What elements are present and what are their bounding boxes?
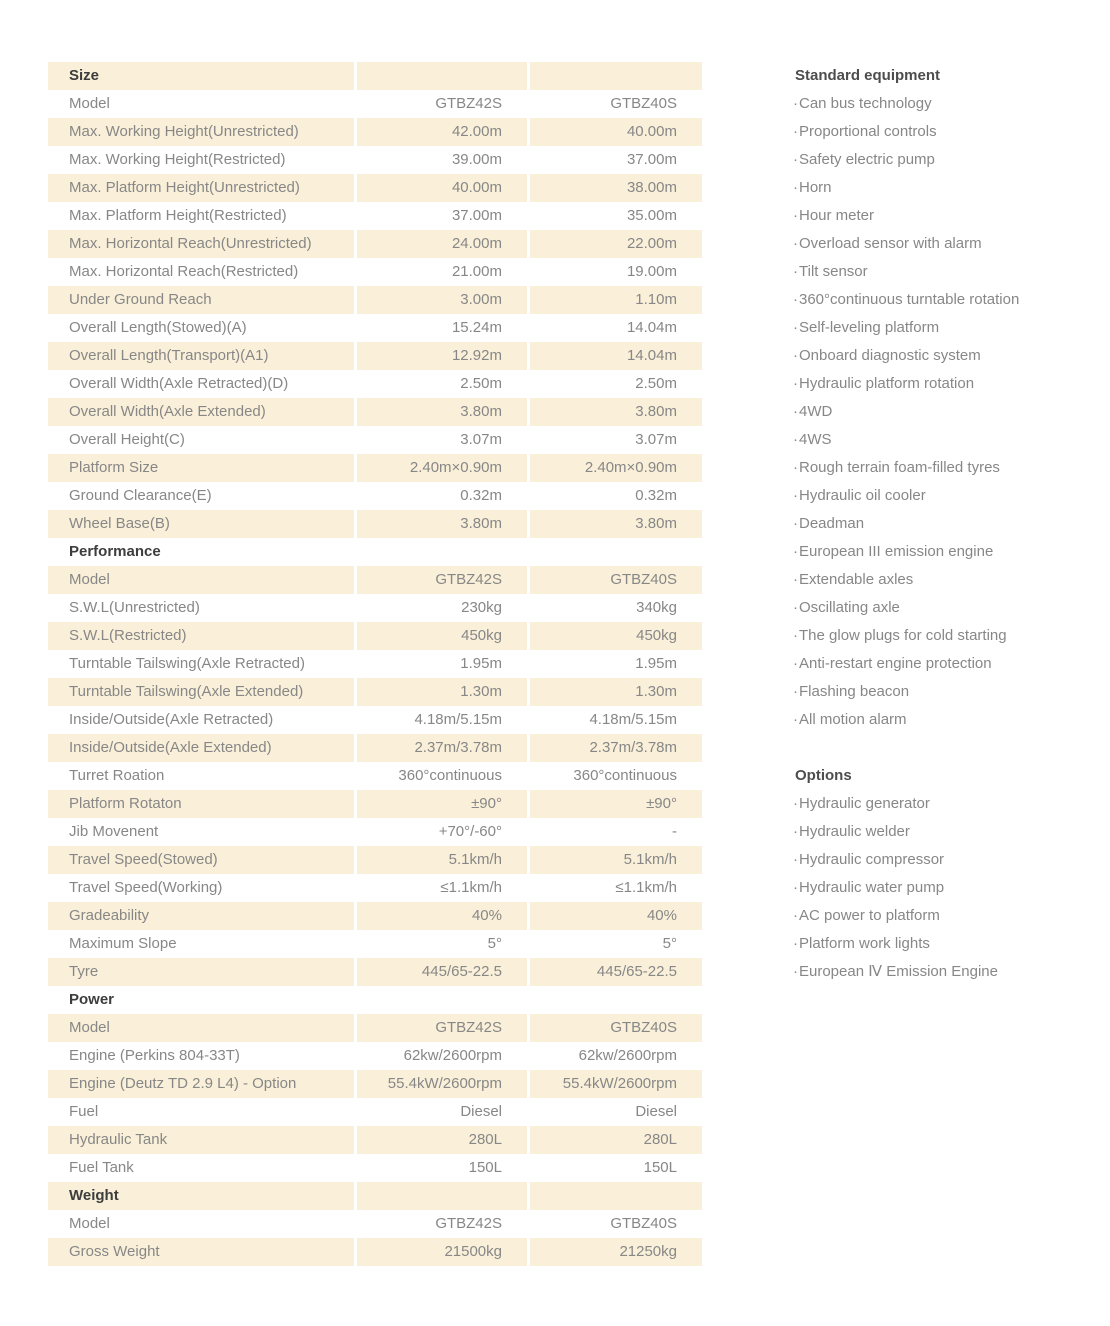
spec-value-gtbz42s: 21500kg [357, 1238, 527, 1266]
spec-value-gtbz40s: 14.04m [530, 314, 702, 342]
bullet-dot: · [793, 515, 798, 532]
spec-value-gtbz40s: 2.37m/3.78m [530, 734, 702, 762]
bullet-dot: · [793, 459, 798, 476]
spec-label: Model [48, 1210, 354, 1238]
section-title: Weight [48, 1182, 354, 1210]
spec-value-gtbz40s: 55.4kW/2600rpm [530, 1070, 702, 1098]
spec-value-gtbz42s: 12.92m [357, 342, 527, 370]
spec-row [48, 342, 702, 370]
option-item [793, 902, 1108, 930]
spec-row [48, 370, 702, 398]
spec-label: Platform Rotaton [48, 790, 354, 818]
spec-value-gtbz40s [530, 1182, 702, 1210]
standard-equipment-item [793, 538, 1108, 566]
standard-equipment-item-label: Flashing beacon [799, 683, 910, 700]
spec-row [48, 314, 702, 342]
spec-value-gtbz42s [357, 1182, 527, 1210]
spec-value-gtbz42s: 2.40m×0.90m [357, 454, 527, 482]
standard-equipment-item-label: Anti-restart engine protection [799, 655, 992, 672]
bullet-dot: · [793, 599, 798, 616]
spec-label: Overall Width(Axle Retracted)(D) [48, 370, 354, 398]
spec-row [48, 1014, 702, 1042]
spec-value-gtbz40s: 360°continuous [530, 762, 702, 790]
spec-value-gtbz40s: 22.00m [530, 230, 702, 258]
spec-value-gtbz42s: ≤1.1km/h [357, 874, 527, 902]
spec-row [48, 1154, 702, 1182]
standard-equipment-item-label: 4WD [799, 403, 833, 420]
spec-value-gtbz40s: 445/65-22.5 [530, 958, 702, 986]
spec-value-gtbz40s: GTBZ40S [530, 1210, 702, 1238]
spec-value-gtbz42s: GTBZ42S [357, 1014, 527, 1042]
bullet-dot: · [793, 851, 798, 868]
spec-row [48, 706, 702, 734]
standard-equipment-item-label: The glow plugs for cold starting [799, 627, 1007, 644]
option-item-label: AC power to platform [799, 907, 940, 924]
option-item-label: Hydraulic welder [799, 823, 910, 840]
spec-value-gtbz40s: 40.00m [530, 118, 702, 146]
spec-label: Model [48, 566, 354, 594]
standard-equipment-item-label: Proportional controls [799, 123, 937, 140]
bullet-dot: · [793, 123, 798, 140]
spec-value-gtbz40s [530, 986, 702, 1014]
standard-equipment-item [793, 650, 1108, 678]
spec-value-gtbz42s: 1.30m [357, 678, 527, 706]
spec-row [48, 818, 702, 846]
spec-row [48, 1098, 702, 1126]
spec-value-gtbz42s: 2.50m [357, 370, 527, 398]
spec-value-gtbz40s: 340kg [530, 594, 702, 622]
spec-table [48, 62, 702, 1266]
spec-value-gtbz40s: 40% [530, 902, 702, 930]
spec-value-gtbz40s: GTBZ40S [530, 1014, 702, 1042]
spec-value-gtbz42s: ±90° [357, 790, 527, 818]
spec-row [48, 230, 702, 258]
standard-equipment-item [793, 398, 1108, 426]
bullet-dot: · [793, 151, 798, 168]
spec-value-gtbz40s: 35.00m [530, 202, 702, 230]
option-item-label: Hydraulic water pump [799, 879, 945, 896]
spec-row [48, 678, 702, 706]
standard-equipment-item-label: Hour meter [799, 207, 875, 224]
spec-value-gtbz42s: 360°continuous [357, 762, 527, 790]
option-item [793, 818, 1108, 846]
spec-label: Maximum Slope [48, 930, 354, 958]
spec-value-gtbz42s: 280L [357, 1126, 527, 1154]
options-title: Options [795, 767, 852, 784]
spec-value-gtbz42s [357, 538, 527, 566]
spec-row [48, 1238, 702, 1266]
spec-value-gtbz42s: 3.80m [357, 510, 527, 538]
spec-value-gtbz40s: 62kw/2600rpm [530, 1042, 702, 1070]
spec-value-gtbz40s: 3.07m [530, 426, 702, 454]
spec-value-gtbz42s: 3.00m [357, 286, 527, 314]
standard-equipment-item [793, 678, 1108, 706]
standard-equipment-item [793, 454, 1108, 482]
spec-value-gtbz40s: Diesel [530, 1098, 702, 1126]
spec-value-gtbz40s: 38.00m [530, 174, 702, 202]
spec-value-gtbz40s: 450kg [530, 622, 702, 650]
bullet-dot: · [793, 571, 798, 588]
spec-row [48, 874, 702, 902]
spec-value-gtbz42s: 40% [357, 902, 527, 930]
bullet-dot: · [793, 823, 798, 840]
spec-value-gtbz40s: 19.00m [530, 258, 702, 286]
spec-value-gtbz40s: ≤1.1km/h [530, 874, 702, 902]
spec-row [48, 398, 702, 426]
spec-label: Overall Length(Stowed)(A) [48, 314, 354, 342]
bullet-dot: · [793, 879, 798, 896]
spec-row [48, 594, 702, 622]
bullet-dot: · [793, 235, 798, 252]
spec-label: Turntable Tailswing(Axle Retracted) [48, 650, 354, 678]
standard-equipment-item-label: Self-leveling platform [799, 319, 940, 336]
standard-equipment-item [793, 594, 1108, 622]
spec-label: Max. Working Height(Restricted) [48, 146, 354, 174]
spec-label: Jib Movenent [48, 818, 354, 846]
bullet-dot: · [793, 907, 798, 924]
spec-value-gtbz40s [530, 538, 702, 566]
spec-label: Fuel Tank [48, 1154, 354, 1182]
spec-row [48, 1210, 702, 1238]
spec-value-gtbz40s: 2.40m×0.90m [530, 454, 702, 482]
spec-label: Gross Weight [48, 1238, 354, 1266]
standard-equipment-item-label: All motion alarm [799, 711, 907, 728]
equipment-panel [793, 62, 1108, 986]
standard-equipment-item [793, 426, 1108, 454]
spec-value-gtbz42s: 42.00m [357, 118, 527, 146]
standard-equipment-item [793, 286, 1108, 314]
spec-label: Tyre [48, 958, 354, 986]
standard-equipment-item-label: Rough terrain foam-filled tyres [799, 459, 1000, 476]
section-header-row [48, 538, 702, 566]
bullet-dot: · [793, 375, 798, 392]
standard-equipment-item-label: European III emission engine [799, 543, 994, 560]
bullet-dot: · [793, 543, 798, 560]
spec-value-gtbz40s [530, 62, 702, 90]
spec-row [48, 1070, 702, 1098]
spec-value-gtbz42s [357, 986, 527, 1014]
bullet-dot: · [793, 963, 798, 980]
spec-value-gtbz42s: 150L [357, 1154, 527, 1182]
standard-equipment-item-label: 4WS [799, 431, 832, 448]
option-item [793, 874, 1108, 902]
spec-label: S.W.L(Restricted) [48, 622, 354, 650]
spec-row [48, 258, 702, 286]
standard-equipment-item-label: Extendable axles [799, 571, 914, 588]
standard-equipment-item [793, 622, 1108, 650]
spec-label: Overall Height(C) [48, 426, 354, 454]
standard-equipment-list [793, 90, 1108, 734]
spec-value-gtbz40s: 1.10m [530, 286, 702, 314]
standard-equipment-item [793, 90, 1108, 118]
spec-label: Platform Size [48, 454, 354, 482]
spec-row [48, 762, 702, 790]
spec-value-gtbz42s: 1.95m [357, 650, 527, 678]
spec-value-gtbz42s: 5.1km/h [357, 846, 527, 874]
spec-value-gtbz42s: Diesel [357, 1098, 527, 1126]
spec-value-gtbz42s: GTBZ42S [357, 566, 527, 594]
bullet-dot: · [793, 319, 798, 336]
standard-equipment-item [793, 370, 1108, 398]
standard-equipment-item-label: Safety electric pump [799, 151, 935, 168]
spec-value-gtbz40s: 0.32m [530, 482, 702, 510]
spec-value-gtbz42s: 445/65-22.5 [357, 958, 527, 986]
option-item [793, 958, 1108, 986]
spec-value-gtbz40s: 1.95m [530, 650, 702, 678]
spec-label: Inside/Outside(Axle Extended) [48, 734, 354, 762]
standard-equipment-item-label: Oscillating axle [799, 599, 900, 616]
spec-value-gtbz40s: 4.18m/5.15m [530, 706, 702, 734]
spec-value-gtbz40s: 14.04m [530, 342, 702, 370]
bullet-dot: · [793, 935, 798, 952]
standard-equipment-item [793, 482, 1108, 510]
spec-value-gtbz42s: 24.00m [357, 230, 527, 258]
spec-label: Max. Platform Height(Restricted) [48, 202, 354, 230]
spec-label: Turntable Tailswing(Axle Extended) [48, 678, 354, 706]
spec-value-gtbz40s: 3.80m [530, 510, 702, 538]
spec-value-gtbz42s: 39.00m [357, 146, 527, 174]
spec-value-gtbz42s: 4.18m/5.15m [357, 706, 527, 734]
spec-label: Overall Width(Axle Extended) [48, 398, 354, 426]
spec-row [48, 202, 702, 230]
bullet-dot: · [793, 711, 798, 728]
standard-equipment-item [793, 510, 1108, 538]
spec-row [48, 622, 702, 650]
spec-value-gtbz42s: 3.80m [357, 398, 527, 426]
standard-equipment-item [793, 566, 1108, 594]
standard-equipment-item [793, 230, 1108, 258]
bullet-dot: · [793, 627, 798, 644]
standard-equipment-item-label: Hydraulic oil cooler [799, 487, 926, 504]
standard-equipment-item-label: Overload sensor with alarm [799, 235, 982, 252]
spec-row [48, 846, 702, 874]
standard-equipment-item-label: 360°continuous turntable rotation [799, 291, 1020, 308]
spec-value-gtbz40s: 2.50m [530, 370, 702, 398]
spec-value-gtbz42s: 3.07m [357, 426, 527, 454]
bullet-dot: · [793, 487, 798, 504]
spec-row [48, 930, 702, 958]
spec-value-gtbz42s: GTBZ42S [357, 90, 527, 118]
spec-row [48, 902, 702, 930]
spec-row [48, 734, 702, 762]
bullet-dot: · [793, 431, 798, 448]
option-item [793, 846, 1108, 874]
standard-equipment-item-label: Can bus technology [799, 95, 932, 112]
spec-label: Overall Length(Transport)(A1) [48, 342, 354, 370]
spec-value-gtbz42s: 37.00m [357, 202, 527, 230]
standard-equipment-item [793, 342, 1108, 370]
bullet-dot: · [793, 179, 798, 196]
bullet-dot: · [793, 263, 798, 280]
spec-value-gtbz40s: ±90° [530, 790, 702, 818]
spec-label: Travel Speed(Stowed) [48, 846, 354, 874]
section-title: Performance [48, 538, 354, 566]
option-item [793, 930, 1108, 958]
spec-row [48, 90, 702, 118]
spec-row [48, 566, 702, 594]
option-item-label: European Ⅳ Emission Engine [799, 963, 998, 980]
spec-row [48, 286, 702, 314]
spec-value-gtbz40s: GTBZ40S [530, 566, 702, 594]
bullet-dot: · [793, 291, 798, 308]
bullet-dot: · [793, 207, 798, 224]
spec-label: Model [48, 1014, 354, 1042]
spec-label: Engine (Deutz TD 2.9 L4) - Option [48, 1070, 354, 1098]
spec-label: Engine (Perkins 804-33T) [48, 1042, 354, 1070]
standard-equipment-item [793, 202, 1108, 230]
spec-row [48, 1042, 702, 1070]
spec-value-gtbz42s: 0.32m [357, 482, 527, 510]
option-item-label: Hydraulic compressor [799, 851, 945, 868]
spec-label: Max. Working Height(Unrestricted) [48, 118, 354, 146]
spec-value-gtbz42s: 21.00m [357, 258, 527, 286]
standard-equipment-item-label: Horn [799, 179, 832, 196]
standard-equipment-title: Standard equipment [795, 67, 941, 84]
spec-row [48, 958, 702, 986]
spec-label: Gradeability [48, 902, 354, 930]
standard-equipment-item-label: Onboard diagnostic system [799, 347, 981, 364]
bullet-dot: · [793, 347, 798, 364]
spec-label: Fuel [48, 1098, 354, 1126]
standard-equipment-item [793, 146, 1108, 174]
standard-equipment-item [793, 706, 1108, 734]
spec-row [48, 146, 702, 174]
spec-row [48, 118, 702, 146]
spec-label: Under Ground Reach [48, 286, 354, 314]
bullet-dot: · [793, 95, 798, 112]
panel-spacer [793, 734, 1108, 762]
option-item-label: Hydraulic generator [799, 795, 930, 812]
section-header-row [48, 986, 702, 1014]
spec-value-gtbz40s: 37.00m [530, 146, 702, 174]
spec-value-gtbz40s: 3.80m [530, 398, 702, 426]
bullet-dot: · [793, 403, 798, 420]
spec-value-gtbz40s: 5.1km/h [530, 846, 702, 874]
standard-equipment-item [793, 118, 1108, 146]
spec-label: Wheel Base(B) [48, 510, 354, 538]
spec-value-gtbz42s: 55.4kW/2600rpm [357, 1070, 527, 1098]
spec-value-gtbz42s: 230kg [357, 594, 527, 622]
section-title: Size [48, 62, 354, 90]
standard-equipment-item-label: Tilt sensor [799, 263, 868, 280]
spec-value-gtbz42s: 62kw/2600rpm [357, 1042, 527, 1070]
spec-value-gtbz42s: +70°/-60° [357, 818, 527, 846]
bullet-dot: · [793, 655, 798, 672]
spec-row [48, 454, 702, 482]
spec-value-gtbz40s: 21250kg [530, 1238, 702, 1266]
spec-row [48, 790, 702, 818]
section-title: Power [48, 986, 354, 1014]
spec-label: Travel Speed(Working) [48, 874, 354, 902]
standard-equipment-item-label: Hydraulic platform rotation [799, 375, 975, 392]
spec-value-gtbz42s: 450kg [357, 622, 527, 650]
standard-equipment-item-label: Deadman [799, 515, 865, 532]
spec-row [48, 426, 702, 454]
section-header-row [48, 1182, 702, 1210]
spec-value-gtbz40s: 1.30m [530, 678, 702, 706]
spec-label: Max. Platform Height(Unrestricted) [48, 174, 354, 202]
spec-value-gtbz42s: 40.00m [357, 174, 527, 202]
spec-value-gtbz42s: GTBZ42S [357, 1210, 527, 1238]
bullet-dot: · [793, 795, 798, 812]
option-item [793, 790, 1108, 818]
spec-label: S.W.L(Unrestricted) [48, 594, 354, 622]
spec-value-gtbz40s: GTBZ40S [530, 90, 702, 118]
spec-value-gtbz40s: 280L [530, 1126, 702, 1154]
spec-label: Turret Roation [48, 762, 354, 790]
spec-row [48, 650, 702, 678]
spec-value-gtbz42s [357, 62, 527, 90]
spec-label: Ground Clearance(E) [48, 482, 354, 510]
spec-row [48, 482, 702, 510]
spec-label: Hydraulic Tank [48, 1126, 354, 1154]
spec-value-gtbz42s: 15.24m [357, 314, 527, 342]
spec-row [48, 510, 702, 538]
section-header-row [48, 62, 702, 90]
spec-row [48, 174, 702, 202]
bullet-dot: · [793, 683, 798, 700]
spec-value-gtbz40s: - [530, 818, 702, 846]
standard-equipment-item [793, 174, 1108, 202]
spec-value-gtbz40s: 150L [530, 1154, 702, 1182]
standard-equipment-item [793, 258, 1108, 286]
spec-value-gtbz40s: 5° [530, 930, 702, 958]
spec-value-gtbz42s: 2.37m/3.78m [357, 734, 527, 762]
spec-label: Inside/Outside(Axle Retracted) [48, 706, 354, 734]
spec-label: Max. Horizontal Reach(Restricted) [48, 258, 354, 286]
spec-row [48, 1126, 702, 1154]
spec-value-gtbz42s: 5° [357, 930, 527, 958]
spec-label: Model [48, 90, 354, 118]
options-list [793, 790, 1108, 986]
spec-label: Max. Horizontal Reach(Unrestricted) [48, 230, 354, 258]
standard-equipment-item [793, 314, 1108, 342]
option-item-label: Platform work lights [799, 935, 930, 952]
